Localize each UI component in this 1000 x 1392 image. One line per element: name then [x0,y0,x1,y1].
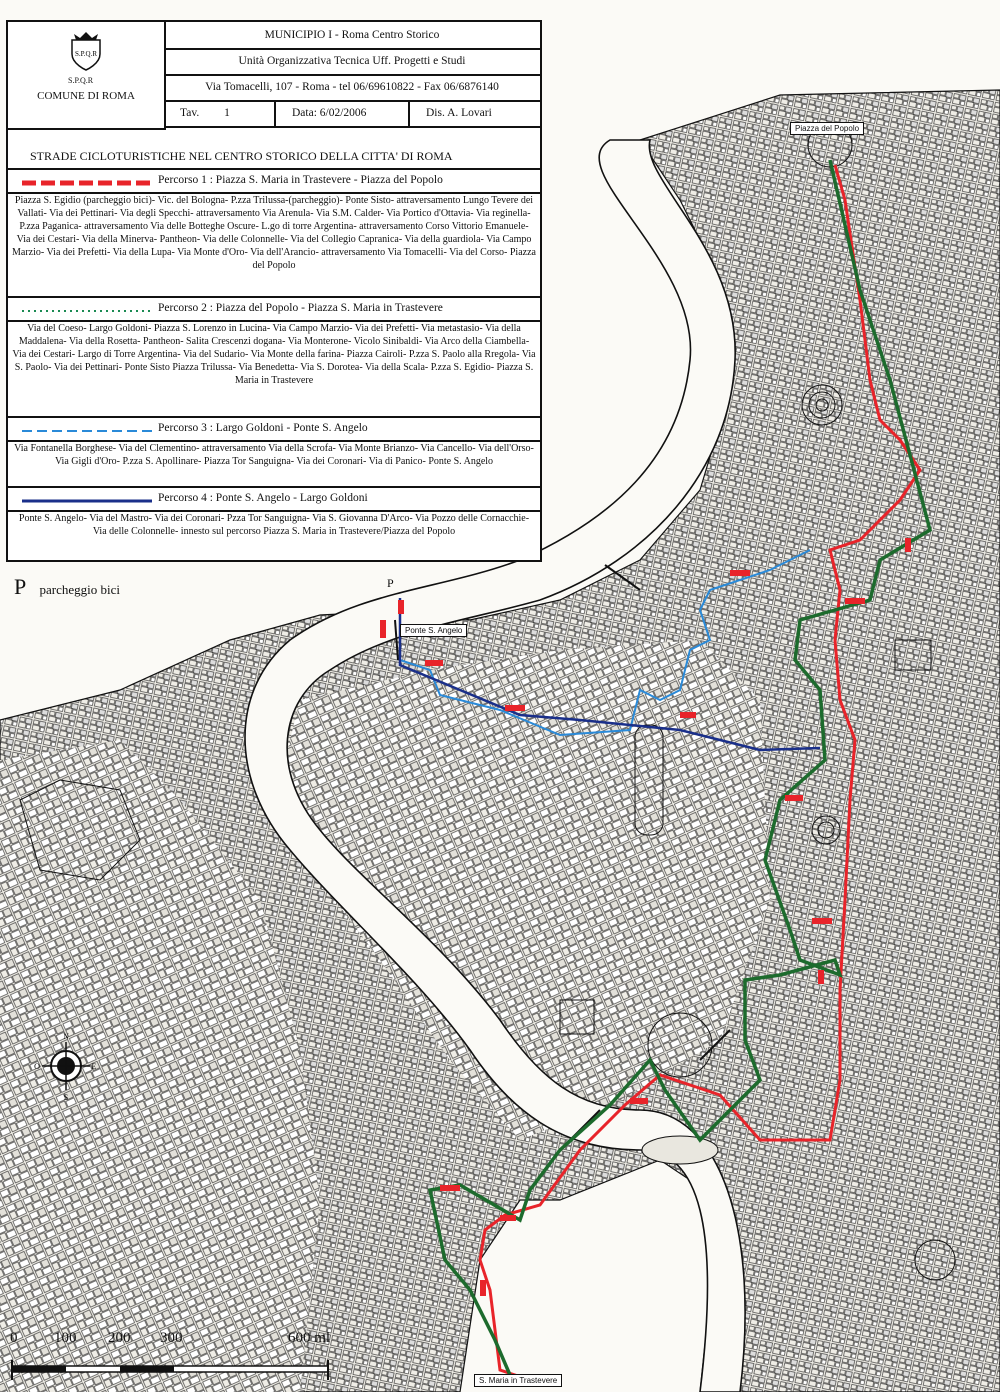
logo-small-text: S.P.Q.R [68,76,94,85]
label-s-maria-trastevere: S. Maria in Trastevere [474,1374,562,1387]
route-2-description: Via del Coeso- Largo Goldoni- Piazza S. Lorenzo in Lucina- Via Campo Marzio- Via dei Prefetti- Via metastasio- Via della Maddalena- Via della Rosetta- Pantheon- Salita Crescenzi dogana- Via Monterone- Vicolo Sinibaldi- Via Arco della Ciambella- Via dei Cestari- Largo di Torre Argentina- Via del Sudario- Via Monte della farina- Piazza Cairoli- P.zza S. Paolo alla Rregola- Via S. Paolo- Via dei Pettinari- Ponte Sisto Piazza Trilussa- Via Benedetta- Via S. Dorotea- Via della Scala- P.zza S. Egidio- Piazza S. Maria in Trastevere [8,320,540,418]
parking-symbol: P [14,574,27,599]
scale-tick-300: 300 [160,1330,183,1346]
tiber-island [642,1136,718,1164]
route-4-line-icon [22,498,152,504]
route-4-description: Ponte S. Angelo- Via del Mastro- Via dei Coronari- Pzza Tor Sanguigna- Via S. Giovanna D'Arco- Via Pozzo delle Cornacchie- Via delle Colonnelle- innesto sul percorso Piazza S. Maria in Trastevere/Piazza del Popolo [18,513,530,537]
svg-text:N: N [63,1032,69,1041]
route-2-label: Percorso 2 : Piazza del Popolo - Piazza S. Maria in Trastevere [158,302,443,314]
dept-label: MUNICIPIO I - Roma Centro Storico [264,29,440,41]
route-4-label: Percorso 4 : Ponte S. Angelo - Largo Goldoni [158,492,368,504]
author-label: Dis. A. Lovari [426,107,492,119]
label-ponte-s-angelo: Ponte S. Angelo [400,624,467,637]
svg-text:S.P.Q.R: S.P.Q.R [75,50,97,58]
logo-box [8,22,166,130]
tav-label: Tav. [180,107,200,119]
date-label: Data: 6/02/2006 [292,107,367,119]
scale-bar [10,1330,340,1386]
info-panel [6,20,542,562]
roma-crest-icon [66,30,106,72]
date-cell [276,100,410,126]
label-piazza-del-popolo: Piazza del Popolo [790,122,864,135]
compass-icon [30,1030,102,1102]
tav-cell [164,100,276,126]
route-3-label: Percorso 3 : Largo Goldoni - Ponte S. Angelo [158,422,368,434]
scale-ruler [10,1356,340,1386]
dept-row [164,22,540,50]
svg-text:E: E [91,1062,97,1071]
author-cell [410,100,540,126]
route-1-line-icon [22,180,152,186]
parking-legend [14,574,120,600]
scale-tick-200: 200 [108,1330,131,1346]
route-2-line-icon [22,308,152,314]
address-row [164,74,540,102]
route-1-description: Piazza S. Egidio (parcheggio bici)- Vic. del Bologna- P.zza Trilussa-(parcheggio)- Ponte Sisto- attraversamento Lungo Tevere dei Vallati- Via dei Pettinari- Via degli Specchi- attraversamento Via Arenula- Via S.M. Calder- Via Portico d'Ottavia- Via reginella- P.zza Paganica- attraversamento Via delle Botteghe Oscure- L.go di torre Argentina- attraversamento Corso Vittorio Emanuele- Via dei Cestari- Via della Minerva- Pantheon- Via delle Colonnelle- Via del Collegio Capranica- Via della guardiola- Via Campo Marzio- Via dei Prefetti- Via della Lupa- Via Monte d'Oro- Via dell'Arancio- attraversamento Via Tomacelli- Via del Corso- Piazza del Popolo [8,192,540,298]
route-3-description: Via Fontanella Borghese- Via del Clementino- attraversamento Via della Scrofa- Via Monte Brianzo- Via Cancello- Via dell'Orso- Via Gigli d'Oro- P.zza S. Apollinare- Piazza Tor Sanguigna- Via dei Coronari- Via di Panico- Ponte S. Angelo [8,440,540,488]
route-3-line-icon [22,428,152,434]
scale-tick-0: 0 [10,1330,18,1346]
map-title: STRADE CICLOTURISTICHE NEL CENTRO STORICO DELLA CITTA' DI ROMA [8,128,540,170]
svg-text:S: S [63,1093,69,1102]
route-1-header [8,170,540,194]
unit-row [164,48,540,76]
meta-row [164,100,540,128]
comune-label: COMUNE DI ROMA [37,90,135,102]
route-4-header [8,488,540,512]
route-2-header [8,298,540,322]
scale-tick-100: 100 [54,1330,77,1346]
route-1-label: Percorso 1 : Piazza S. Maria in Trastevere - Piazza del Popolo [158,174,443,186]
svg-text:O: O [34,1062,40,1071]
address-label: Via Tomacelli, 107 - Roma - tel 06/69610822 - Fax 06/6876140 [205,81,499,93]
parking-marker: P [387,576,394,590]
route-3-header [8,418,540,442]
unit-label: Unità Organizzativa Tecnica Uff. Progetti e Studi [238,55,466,67]
scale-tick-600: 600 ml [288,1330,331,1346]
parking-label: parcheggio bici [39,582,120,597]
tav-value: 1 [224,107,230,119]
